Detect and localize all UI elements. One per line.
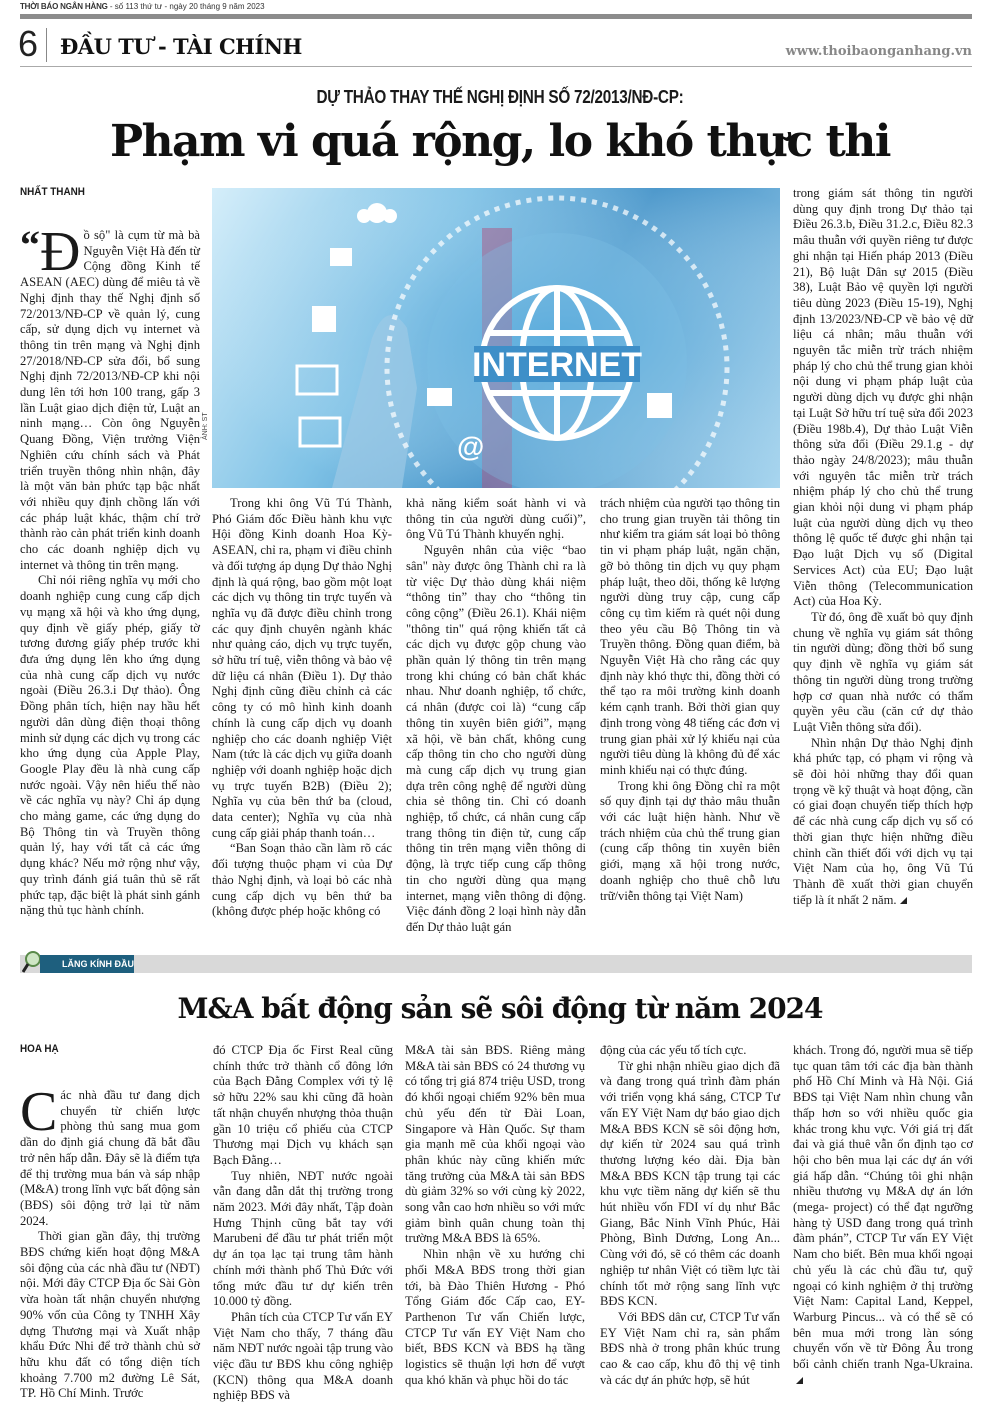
paragraph-text: Từ đó, ông đề xuất bỏ quy định chung về nghĩa vụ giám sát thông tin người dùng; đồng thời bổ sung quy định về nghĩa vụ giám sát thông tin người dùng trong trường hợp cơ quan nhà nước có thẩm quyền yêu cầu (căn cứ dự thảo Luật Viễn thông sửa đổi). xyxy=(793,609,973,734)
paragraph xyxy=(793,186,973,610)
website: www.thoibaonganhang.vn xyxy=(785,44,972,59)
paragraph-text: Trong khi ông Vũ Tú Thành, Phó Giám đốc Điều hành khu vực Hội đồng Kinh doanh Hoa Kỳ-ASEAN, chỉ ra, phạm vi điều chỉnh và đối tượng áp dụng Dự thảo Nghị định là quá rộng, bao gồm một loạt các dịch vụ thông tin trực tuyến và nghĩa vụ đã được điều chỉnh trong các quy định chuyên ngành khác như quảng cáo, dịch vụ trực tuyến, sở hữu trí tuệ, viễn thông và bảo vệ dữ liệu cá nhân (Điều 1). Dự thảo Nghị định cũng điều chỉnh cả các công ty có mô hình kinh doanh chính là cung cấp dịch vụ doanh nghiệp cho các doanh nghiệp Việt Nam (tức là các dịch vụ giữa doanh nghiệp với doanh nghiệp hoặc dịch vụ trực tuyến B2B) (Điều 2); Nghĩa vụ của bên thứ ba (cloud, data center); Nghĩa vụ của nhà cung cấp giải pháp thanh toán… xyxy=(212,496,392,840)
article1-kicker: DỰ THẢO THAY THẾ NGHỊ ĐỊNH SỐ 72/2013/NĐ-CP: xyxy=(316,87,684,107)
paragraph xyxy=(793,736,973,909)
page-number: 6 xyxy=(18,23,39,64)
magnifier-icon xyxy=(22,950,42,974)
article2-column xyxy=(213,1043,393,1404)
paragraph xyxy=(20,221,200,573)
internet-globe-illustration xyxy=(212,188,780,488)
paragraph-text: Chỉ nói riêng nghĩa vụ mới cho doanh nghiệp cung cung cấp dịch vụ mạng xã hội và kho ứng dụng, quy định về giấy phép, giấy tờ tương đương giấy phép trước khi đưa ứng dụng lên kho ứng dụng của nhà cung cấp dịch vụ nước ngoài (Điều 26.3.i Dự thảo). Ông Đồng phân tích, hiện nay hầu hết người dân dùng điện thoại thông minh sử dụng các dịch vụ trong các kho ứng dụng của Apple Play, Google Play đều là nhà cung cấp nước ngoài. Vậy nên hiểu thế nào về các nghĩa vụ này? Chỉ áp dụng cho mảng game, các ứng dụng do Bộ Thông tin và Truyền thông quản lý, hay với tất cả các ứng dụng khác? Nếu mở rộng như vậy, quy trình đánh giá tuân thủ sẽ rất phức tạp, đặc biệt là phát sinh gánh nặng thủ tục hành chính. xyxy=(20,573,200,918)
divider xyxy=(46,28,47,62)
article2-byline: HOA HẠ xyxy=(20,1043,59,1055)
paragraph xyxy=(213,1310,393,1404)
article2-column xyxy=(793,1043,973,1388)
article2-headline: M&A bất động sản sẽ sôi động từ năm 2024 xyxy=(177,992,823,1025)
article1-column xyxy=(600,496,780,904)
paragraph-text: Thời gian gần đây, thị trường BĐS chứng kiến hoạt động M&A sôi động của các nhà đầu tư (NĐT) nội. Mới đây CTCP Địa ốc Sài Gòn vừa hoàn tất nhận chuyển nhượng 90% vốn của Công ty TNHH Xây dựng Thương mại và Xuất nhập khẩu Đức Nhi để trở thành chủ sở hữu khu đất có tổng diện tích khoảng 7.700 m2 đường Lê Sát, TP. Hồ Chí Minh. Trước xyxy=(20,1229,200,1401)
article2-column xyxy=(405,1043,585,1388)
top-bar xyxy=(20,14,972,19)
article2-column xyxy=(600,1043,780,1388)
divider xyxy=(20,66,972,67)
paragraph xyxy=(212,841,392,920)
paragraph xyxy=(20,1229,200,1402)
paper-name: THỜI BÁO NGÂN HÀNG xyxy=(20,2,108,11)
paragraph-text: khách. Trong đó, người mua sẽ tiếp tục quan tâm tới các địa bàn thành phố Hồ Chí Minh và Hà Nội. Giá BĐS tại Việt Nam nhìn chung vẫn thấp hơn so với nhiều quốc gia khác trong khu vực. Với giá trị đất đai và giá thuê vẫn ổn định tạo cơ hội cho bên mua lại các dự án với giá hấp dẫn. “Chúng tôi ghi nhận nhiều thương vụ M&A dự án lớn (mega- project) có thể đạt ngưỡng hàng tỷ USD đang trong quá trình đàm phán”, CTCP Tư vấn EY Việt Nam cho biết. Bên mua khối ngoại chủ yếu là các chủ đầu tư, quỹ ngoại có kinh nghiệm ở thị trường Việt Nam: Capital Land, Keppel, Warburg Pincus... và có thể sẽ có bên mua mới trong làn sóng chuyển vốn về từ Đông Âu trong bối cảnh chiến tranh Nga-Ukraina. xyxy=(793,1043,973,1372)
paragraph-text: trong giám sát thông tin người dùng quy định trong Dự thảo tại Điều 26.3.b, Điều 31.2.c, Điều 82.3 mâu thuẫn với quyền riêng tư được ghi nhận tại Hiến pháp 2013 (Điều 21), Bộ luật Dân sự 2015 (Điều 38), Luật Bảo vệ quyền lợi người tiêu dùng 2023 (Điều 15-19), Nghị định 13/2023/NĐ-CP về bảo vệ dữ liệu cá nhân; mâu thuẫn với nguyên tắc miễn trừ trách nhiệm pháp lý cho chủ thể trung gian khỏi nội dung vi phạm pháp luật của người dùng dịch vụ được ghi nhận tại Luật Sở hữu trí tuệ sửa đổi 2023 (Điều 198b.4), Dự thảo Luật Viễn thông sửa đổi (Điều 29.1.g - dự thảo ngày 24/8/2023); mâu thuẫn với nguyên tắc miễn trừ trách nhiệm pháp lý cho chủ thể trung gian khỏi nội dung vi phạm pháp luật của người dùng dịch vụ theo thông lệ quốc tế được ghi nhận tại Đạo luật Dịch vụ số (Digital Services Act) của EU; Đạo luật Viễn thông (Telecommunication Act) của Hoa Kỳ. xyxy=(793,186,973,609)
section-title: ĐẦU TƯ - TÀI CHÍNH xyxy=(60,34,302,59)
article1-headline: Phạm vi quá rộng, lo khó thực thi xyxy=(109,116,891,167)
paragraph-text: Nguyên nhân của việc “bao sân" này được ông Thành chỉ ra là từ việc Dự thảo dùng khái niệm “thông tin” thay cho “thông tin công cộng” (Điều 26.1). Khái niệm "thông tin" quá rộng khiến tất cả các dịch vụ được gộp chung vào phần quản lý thông tin trên mạng trong khi chúng có bản chất khác nhau. Như doanh nghiệp, tổ chức, cá nhân (được coi là) “cung cấp thông tin xuyên biên giới”, mạng xã hội, về bản chất, không cung cấp thông tin cho cho người dùng mà cung cấp dịch vụ trung gian dựa trên công nghệ để người dùng chia sẻ thông tin. Chỉ có doanh nghiệp, tổ chức, cá nhân cung cấp trang thông tin điện tử, cung cấp thông tin trên mạng viễn thông di động, là trực tiếp cung cấp thông tin cho người dùng qua mạng internet, mạng viễn thông di động. Việc đánh đồng 2 loại hình này dẫn đến Dự thảo luật gán xyxy=(406,543,586,934)
paragraph xyxy=(793,610,973,736)
paragraph xyxy=(793,1043,973,1388)
paragraph-text: ồ sộ" là cụm từ mà bà Nguyễn Việt Hà đến từ Cộng đồng Kinh tế ASEAN (AEC) dùng để miêu tả về Nghị định thay thế Nghị định số 72/2013/NĐ-CP về quản lý, cung cấp, sử dụng dịch vụ internet và thông tin trên mạng và Nghị định 27/2018/NĐ-CP sửa đổi, bổ sung Nghị định 72/2013/NĐ-CP khi nội dung lên tới hơn 100 trang, gấp 3 lần Luật giao dịch điện tử, Luật an ninh mạng… Còn ông Nguyễn Quang Đồng, Viện trưởng Viện Nghiên cứu chính sách và Phát triển truyền thông nhìn nhận, đây là một văn bản phức tạp bậc nhất với nhiều quy định chồng lấn với các pháp luật khác, thậm chí trở thành rào cản phát triển kinh doanh cho các doanh nghiệp dịch vụ internet và thông tin trên mạng. xyxy=(20,228,200,572)
paragraph-text: Từ ghi nhận nhiều giao dịch đã và đang trong quá trình đàm phán với triển vọng khá sáng, CTCP Tư vấn EY Việt Nam dự báo giao dịch M&A BĐS KCN sẽ sôi động hơn, dự kiến từ 2024 sau quá trình thương lượng kéo dài. Địa bàn M&A BĐS KCN tập trung tại các khu vực tiềm năng dự kiến sẽ thu hút nhiều vốn FDI ví dụ như Bắc Giang, Bắc Ninh Vĩnh Phúc, Hải Phòng, Bình Dương, Long An... Cùng với đó, sẽ có thêm các doanh nghiệp tư nhân Việt có tiềm lực tài chính tốt mở rộng sang lĩnh vực BĐS KCN. xyxy=(600,1058,780,1309)
paragraph xyxy=(405,1043,585,1247)
paragraph xyxy=(600,1043,780,1059)
paragraph xyxy=(406,496,586,543)
svg-text:@: @ xyxy=(457,431,485,462)
article2-column xyxy=(20,1081,200,1402)
article1-column xyxy=(406,496,586,936)
paragraph-text: Phân tích của CTCP Tư vấn EY Việt Nam cho thấy, 7 tháng đầu năm NĐT nước ngoài tập trung vào việc đầu tư BĐS khu công nghiệp (KCN) thông qua M&A doanh nghiệp BĐS và xyxy=(213,1309,393,1403)
end-mark-icon xyxy=(900,897,907,904)
end-mark-icon xyxy=(796,1377,803,1384)
paragraph-text: Nhìn nhận Dự thảo Nghị định khá phức tạp, có phạm vi rộng và sẽ đòi hỏi những thay đổi quan trọng về kỹ thuật và hoạt động, cần có giai đoạn chuyển tiếp thích hợp để các nhà cung cấp dịch vụ số có thời gian thực hiện những điều chỉnh cần thiết đối với dịch vụ tại Việt Nam của họ, ông Vũ Tú Thành đề xuất thời gian chuyển tiếp là ít nhất 2 năm. xyxy=(793,735,973,907)
paragraph-text: động của các yếu tố tích cực. xyxy=(600,1043,747,1057)
paragraph-text: “Ban Soạn thảo cần làm rõ các đối tượng thuộc phạm vi của Dự thảo Nghị định, và loại bỏ các nhà cung cấp dịch vụ bên thứ ba (không được phép hoặc không có xyxy=(212,841,392,919)
paragraph-text: Với BĐS dân cư, CTCP Tư vấn EY Việt Nam chỉ ra, sản phẩm BĐS nhà ở trong phân khúc trung cao & cao cấp, khu đô thị vệ tinh và các dự án phức hợp, sẽ hút xyxy=(600,1309,780,1387)
dropcap: Đ xyxy=(40,221,81,283)
paragraph-text: đó CTCP Địa ốc First Real cũng chính thức trở thành cổ đông lớn của Bạch Đằng Complex với tỷ lệ sở hữu 22% sau khi cũng đã hoàn tất nhận chuyển nhượng thỏa thuận gần 10 triệu cổ phiếu của CTCP Thương mại Dịch vụ khách sạn Bạch Đằng… xyxy=(213,1043,393,1167)
paragraph xyxy=(20,1081,200,1229)
paragraph xyxy=(213,1169,393,1310)
photo-text: INTERNET xyxy=(472,346,642,384)
paragraph-text: Trong khi ông Đồng chỉ ra một số quy định tại dự thảo mâu thuẫn với các luật hiện hành. Như về trách nhiệm của chủ thể trung gian (cung cấp thông tin xuyên biên giới, mạng xã hội trong nước, doanh nghiệp cho thuê chỗ lưu trữ/viễn thông tại Việt Nam) xyxy=(600,778,780,903)
paragraph-text: ác nhà đầu tư đang dịch chuyển từ chiến lược phòng thủ sang mua gom dần do định giá chung đã bắt đầu trở nên hấp dẫn. Đây sẽ là điểm tựa để thị trường mua bán và sáp nhập (M&A) trong lĩnh vực bất động sản (BĐS) sôi động trở lại từ năm 2024. xyxy=(20,1088,200,1228)
article1-byline: NHẤT THANH xyxy=(20,186,85,198)
paragraph-text: Tuy nhiên, NĐT nước ngoài vẫn đang dẫn dắt thị trường trong năm 2023. Mới đây nhất, Tập đoàn Hưng Thịnh cũng bắt tay với Marubeni để đầu tư phát triển một dự án tọa lạc tại trung tâm hành chính mới thành phố Thủ Đức với tổng mức đầu tư dự kiến trên 10.000 tỷ đồng. xyxy=(213,1168,393,1309)
article1-column xyxy=(20,221,200,919)
paragraph xyxy=(600,1059,780,1310)
paragraph xyxy=(600,779,780,905)
paragraph xyxy=(600,496,780,779)
article1-column xyxy=(212,496,392,920)
paragraph xyxy=(406,543,586,936)
paragraph xyxy=(213,1043,393,1169)
section-bar xyxy=(20,955,972,973)
dropcap: C xyxy=(20,1081,58,1143)
paragraph-text: M&A tài sản BĐS. Riêng mảng M&A tài sản BĐS có 24 thương vụ có tổng trị giá 874 triệu USD, trong đó khối ngoại chiếm 92% bên mua chủ yếu đến từ Đài Loan, Singapore và Hàn Quốc. Sự tham gia mạnh mẽ của khối ngoại vào phân khúc này cũng khiến mức tăng trưởng của M&A tài sản BĐS dù giảm 32% so với cùng kỳ 2022, song vẫn cao hơn nhiều so với mức giảm bình quân chung toàn thị trường M&A BĐS là 65%. xyxy=(405,1043,585,1246)
photo-credit: ẢNH: ST xyxy=(202,412,209,440)
paragraph xyxy=(405,1247,585,1388)
paragraph-text: trách nhiệm của người tạo thông tin cho trung gian truyền tải thông tin như kiểm tra giám sát loại bỏ thông tin vi phạm pháp luật, ngăn chặn, gỡ bỏ thông tin dịch vụ quy phạm pháp luật, theo dõi, thống kê lượng người dùng truy cập, cung cấp công cụ tìm kiếm rà quét nội dung theo yêu cầu Bộ Thông tin và Truyền thông. Đồng quan điểm, bà Nguyễn Việt Hà cho rằng các quy định này khó thực thi, đồng thời có thể tạo ra môi trường kinh doanh kém cạnh tranh. Bởi thời gian quy định trong vòng 48 tiếng các đơn vị trung gian phải xử lý khiếu nại của người tiêu dùng là không đủ để xác minh khiếu nại có thực đúng. xyxy=(600,496,780,777)
issue-info: - số 113 thứ tư - ngày 20 tháng 9 năm 2023 xyxy=(107,2,265,11)
paragraph xyxy=(20,573,200,918)
masthead xyxy=(20,2,265,11)
paragraph-text: khả năng kiểm soát hành vi và thông tin của người dùng cuối)”, ông Vũ Tú Thành khuyến nghị. xyxy=(406,496,586,542)
section-label: LĂNG KÍNH ĐẦU TƯ xyxy=(40,955,134,973)
article1-column xyxy=(793,186,973,908)
paragraph xyxy=(600,1310,780,1389)
article1-photo xyxy=(212,188,780,488)
dropcap-quote: “ xyxy=(20,222,40,267)
paragraph-text: Nhìn nhận về xu hướng chi phối M&A BĐS trong thời gian tới, bà Đào Thiên Hương - Phó Tổng Giám đốc Cấp cao, EY-Parthenon Tư vấn Chiến lược, CTCP Tư vấn EY Việt Nam cho biết, BĐS KCN và BĐS hạ tầng logistics sẽ thuận lợi hơn để vượt qua khó khăn và phục hồi do tác xyxy=(405,1247,585,1387)
paragraph xyxy=(212,496,392,841)
